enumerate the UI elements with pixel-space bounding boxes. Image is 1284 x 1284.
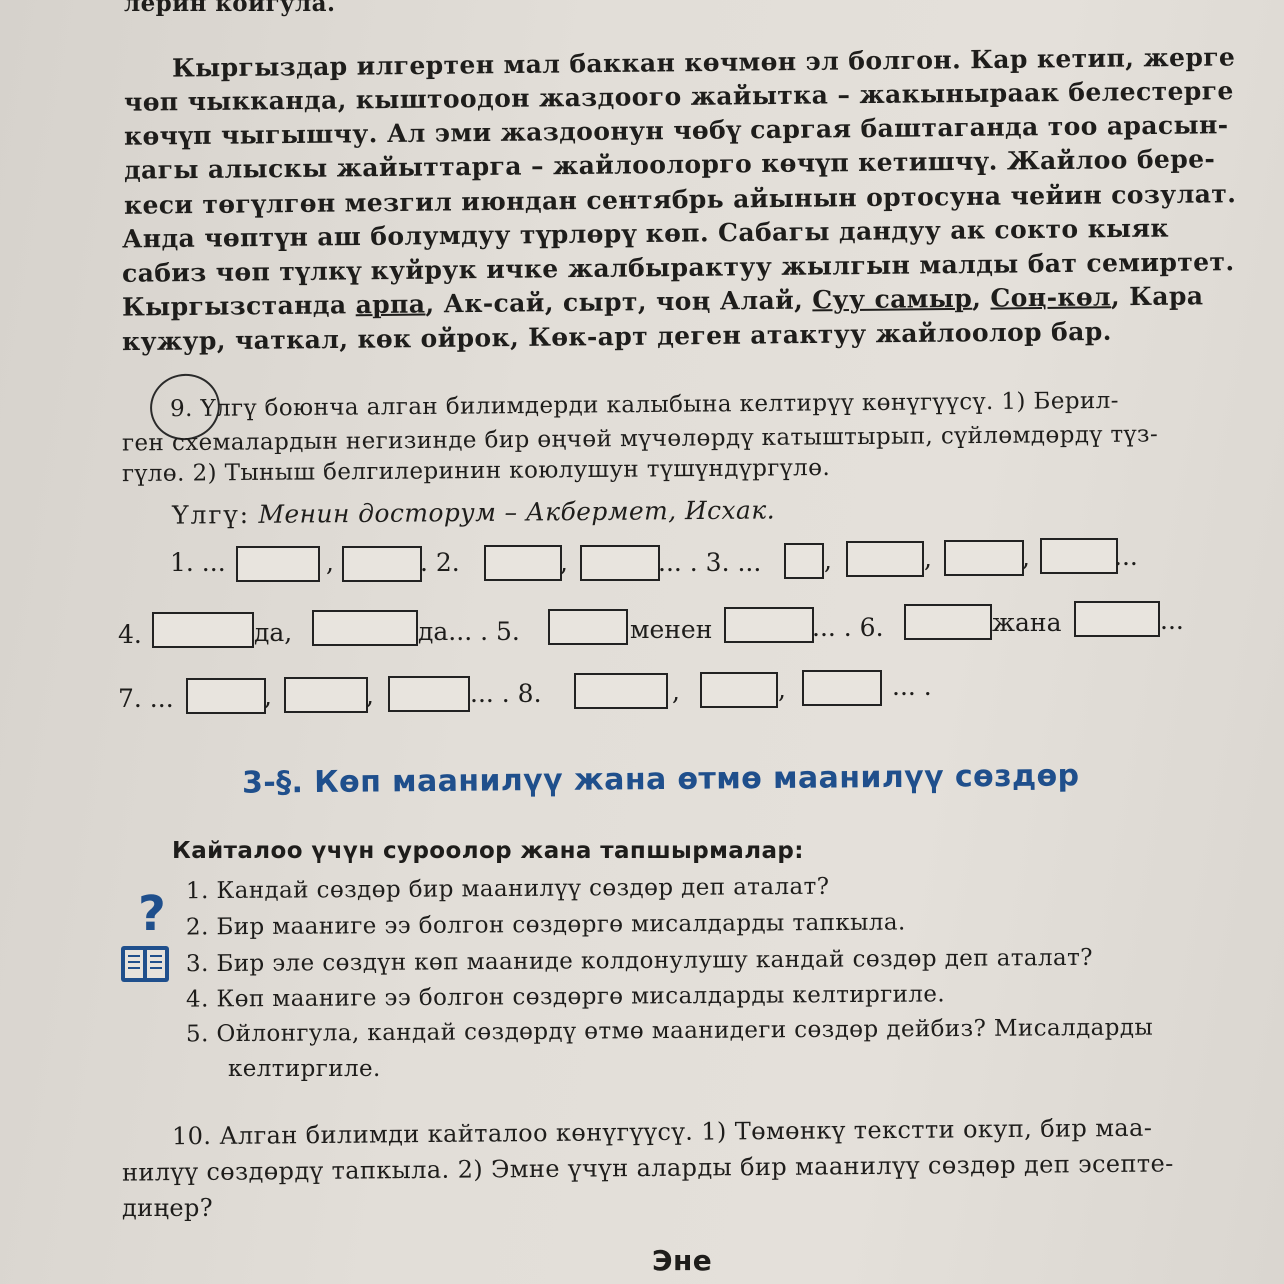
scheme-box [1040,538,1118,574]
scheme-text: , [366,681,374,710]
scheme-text: , [560,548,568,577]
exercise-10-line: 10. Алган билимди кайталоо көнүгүүсү. 1) Төмөнкү текстти окуп, бир маа- [171,1113,1153,1151]
scheme-text: ... . [892,672,932,701]
question-mark-icon: ? [138,886,166,942]
paragraph-line: дагы алыскы жайыттарга – жайлоолорго көчүп кетишчү. Жайлоо бере- [123,144,1216,185]
scheme-box [388,676,470,712]
paragraph-line: сабиз чөп түлкү куйрук ичке жалбырактуу жылгын малды бат семиртет. [121,247,1235,288]
underlined-word: Соң-көл [990,282,1112,313]
scheme-box [152,612,254,648]
paragraph-line: көчүп чыгышчу. Ал эми жаздоонун чөбү саргая баштаганда тоо арасын- [123,110,1229,151]
scheme-text: ... [1160,606,1184,635]
scheme-text: менен [630,615,713,644]
scheme-box [484,545,562,581]
scheme-box [904,604,992,640]
scheme-box [802,670,882,706]
review-question: 1. Кандай сөздөр бир маанилүү сөздөр деп аталат? [185,873,830,905]
scheme-box [700,672,778,708]
scheme-text: , [924,544,932,573]
exercise-9-line: 9. Үлгү боюнча алган билимдерди калыбына келтирүү көнүгүүсү. 1) Берил- [169,387,1119,423]
scheme-box [342,546,422,582]
paragraph-line: кеси төгүлгөн мезгил июндан сентябрь айынын ортосуна чейин созулат. [123,179,1237,220]
review-question-continuation: келтиргиле. [228,1056,381,1082]
scheme-text: да... . 5. [418,617,520,646]
scheme-text: , [326,548,334,577]
underlined-word: арпа [355,289,426,320]
scheme-box [284,677,368,713]
exercise-9-line: гүлө. 2) Тыныш белгилеринин коюлушун түшүндүргүлө. [121,454,831,488]
scheme-text: . 2. [420,548,460,577]
scheme-text: ... [1114,542,1138,571]
scheme-box [312,610,418,646]
scheme-text: да, [254,618,293,647]
paragraph-line: кужур, чаткал, көк ойрок, Көк-арт деген атактуу жайлоолор бар. [121,316,1112,357]
scheme-text: , [778,675,786,704]
scheme-text: , [1022,543,1030,572]
scheme-box [784,543,824,579]
sample-text: Менин досторум – Акбермет, Исхак. [258,495,776,529]
scheme-text: 4. [118,620,142,649]
scheme-text: жана [992,608,1062,637]
section-title: 3-§. Көп маанилүү жана өтмө маанилүү сөздөр [241,758,1080,801]
sample-sentence [172,495,775,529]
scheme-box [236,546,320,582]
open-book-icon [120,944,170,984]
scheme-box [1074,601,1160,637]
exercise-10-line: диңер? [122,1194,213,1222]
story-title: Эне [652,1244,713,1277]
scheme-text: ... . 6. [812,613,884,642]
exercise-10-line: нилүү сөздөрдү тапкыла. 2) Эмне үчүн аларды бир маанилүү сөздөр деп эсепте- [121,1149,1174,1187]
paragraph-line: чөп чыкканда, кыштоодон жаздоого жайытка – жакыныраак белестерге [123,76,1234,117]
scheme-box [574,673,668,709]
scheme-text: , [824,546,832,575]
review-title: Кайталоо үчүн суроолор жана тапшырмалар: [172,838,804,864]
review-question: 3. Бир эле сөздүн көп мааниде колдонулушу кандай сөздөр деп аталат? [185,944,1094,978]
scheme-text: ... . 3. ... [658,548,762,577]
exercise-9-line: ген схемалардын негизинде бир өңчөй мүчөлөрдү катыштырып, сүйлөмдөрдү түз- [121,421,1159,457]
scheme-box [186,678,266,714]
scheme-box [580,545,660,581]
scheme-text: , [672,677,680,706]
review-question: 5. Ойлонгула, кандай сөздөрдү өтмө маанидеги сөздөр дейбиз? Мисалдарды [185,1014,1154,1048]
sample-label: Үлгү: [171,499,251,530]
cut-line: лерин коигула. [124,0,336,17]
review-question: 2. Бир мааниге ээ болгон сөздөргө мисалдарды тапкыла. [185,909,906,941]
scheme-text: ... . 8. [470,679,542,708]
scheme-box [548,609,628,645]
paragraph-line: Анда чөптүн аш болумдуу түрлөрү көп. Сабагы дандуу ак сокто кыяк [121,213,1170,254]
scheme-box [724,607,814,643]
scheme-text: 1. ... [170,548,226,577]
review-question: 4. Көп мааниге ээ болгон сөздөргө мисалдарды келтиргиле. [185,981,946,1013]
paragraph-line-underlined: Кыргызстанда арпа, Ак-сай, сырт, чоң Алай, Суу самыр, Соң-көл, Кара [121,281,1204,322]
scheme-text: , [264,682,272,711]
underlined-word: Суу самыр [812,283,973,315]
paragraph-line: Кыргыздар илгертен мал баккан көчмөн эл болгон. Кар кетип, жерге [171,42,1236,83]
scheme-box [846,541,924,577]
scheme-box [944,540,1024,576]
scheme-text: 7. ... [118,684,174,713]
